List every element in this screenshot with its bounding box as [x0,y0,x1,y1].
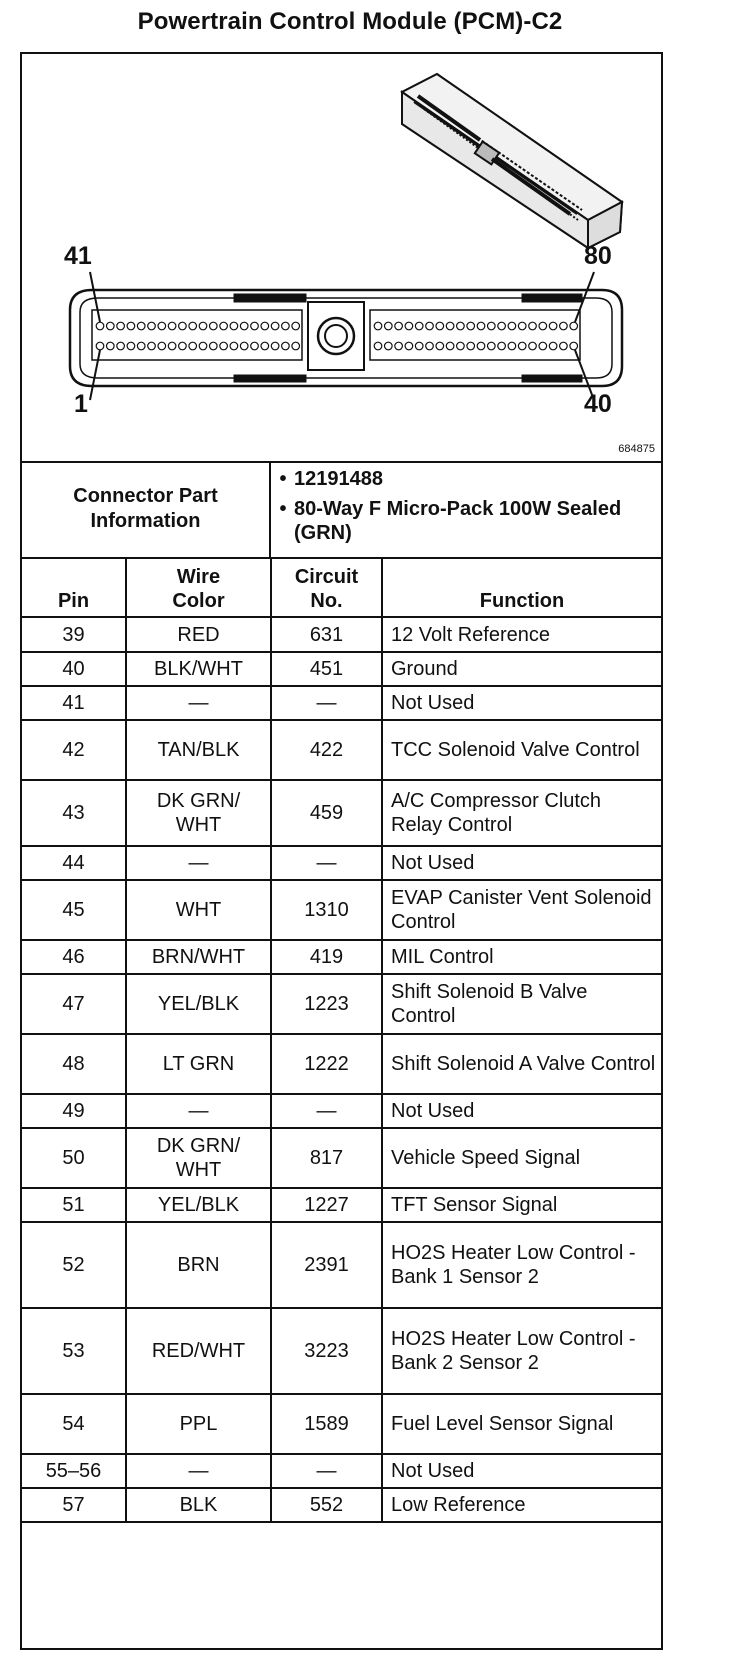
pin-hole-icon [127,342,135,350]
connector-info-details [272,467,657,551]
table-row [22,617,661,652]
function-cell: A/C Compressor Clutch Relay Control [382,780,661,846]
pin-table [22,557,661,1523]
wire-color-cell: BLK/WHT [126,652,271,686]
wire-color-cell: PPL [126,1394,271,1454]
pin-hole-icon [282,342,290,350]
pin-cell: 48 [22,1034,126,1094]
connector-illustration [22,54,661,461]
pin-hole-icon [251,342,259,350]
pin-hole-icon [498,342,506,350]
table-header-row [22,558,661,617]
pin-hole-icon [570,322,578,330]
pin-hole-icon [457,342,465,350]
table-row [22,720,661,780]
header-wire-color-text: Wire Color [172,566,225,612]
pin-label-40: 40 [584,390,612,418]
pin-hole-icon [168,342,176,350]
wire-color-cell: BLK [126,1488,271,1522]
table-row [22,1308,661,1394]
pin-hole-icon [137,342,145,350]
function-cell: Not Used [382,1454,661,1488]
pin-hole-icon [271,322,279,330]
wire-color-cell: YEL/BLK [126,1188,271,1222]
pin-hole-icon [395,342,403,350]
table-row [22,1188,661,1222]
function-cell: Ground [382,652,661,686]
pin-hole-icon [179,342,187,350]
pin-hole-icon [529,322,537,330]
function-cell: Fuel Level Sensor Signal [382,1394,661,1454]
connector-description: 80-Way F Micro-Pack 100W Sealed (GRN) [294,498,622,544]
circuit-cell: 1227 [271,1188,382,1222]
connector-info-label-text: Connector Part Information [73,485,218,532]
function-cell: TFT Sensor Signal [382,1188,661,1222]
pin-label-1: 1 [74,390,88,418]
pin-hole-icon [457,322,465,330]
table-row [22,1094,661,1128]
pin-hole-icon [518,322,526,330]
pin-cell: 45 [22,880,126,940]
pin-hole-icon [148,342,156,350]
wire-color-cell: TAN/BLK [126,720,271,780]
function-cell: Shift Solenoid B Valve Control [382,974,661,1034]
table-row [22,1394,661,1454]
pin-hole-icon [436,322,444,330]
table-row [22,780,661,846]
function-cell: 12 Volt Reference [382,617,661,652]
table-row [22,940,661,974]
pin-hole-icon [518,342,526,350]
wire-color-cell: RED/WHT [126,1308,271,1394]
wire-color-cell: BRN/WHT [126,940,271,974]
pin-hole-icon [374,342,382,350]
function-cell: Not Used [382,686,661,720]
function-cell: Vehicle Speed Signal [382,1128,661,1188]
pin-cell: 42 [22,720,126,780]
circuit-cell: — [271,1094,382,1128]
table-row [22,880,661,940]
pin-hole-icon [560,342,568,350]
pin-hole-icon [426,322,434,330]
pin-hole-icon [107,342,115,350]
pin-hole-icon [282,322,290,330]
table-row [22,652,661,686]
pin-cell: 54 [22,1394,126,1454]
wire-color-cell: — [126,1454,271,1488]
pin-hole-icon [230,342,238,350]
pin-hole-icon [230,322,238,330]
pin-hole-icon [210,342,218,350]
wire-color-cell: LT GRN [126,1034,271,1094]
function-cell: TCC Solenoid Valve Control [382,720,661,780]
pin-hole-icon [96,342,104,350]
pin-hole-icon [199,342,207,350]
connector-frame [20,52,663,1650]
pin-hole-icon [189,322,197,330]
pin-hole-icon [508,322,516,330]
pin-label-41: 41 [64,242,92,270]
pin-hole-icon [549,322,557,330]
pin-cell: 53 [22,1308,126,1394]
pin-hole-icon [415,322,423,330]
pin-hole-icon [137,322,145,330]
pin-label-80: 80 [584,242,612,270]
wire-color-cell: BRN [126,1222,271,1308]
pin-hole-icon [117,322,125,330]
pin-hole-icon [415,342,423,350]
pin-hole-icon [560,322,568,330]
table-row [22,686,661,720]
circuit-cell: 552 [271,1488,382,1522]
pin-cell: 47 [22,974,126,1034]
pin-hole-icon [374,322,382,330]
connector-diagram [22,54,661,463]
wire-color-cell: — [126,686,271,720]
pin-hole-icon [148,322,156,330]
pin-cell: 49 [22,1094,126,1128]
pin-hole-icon [261,342,269,350]
bullet-icon: • [279,498,287,520]
pin-hole-icon [488,342,496,350]
function-cell: EVAP Canister Vent Solenoid Control [382,880,661,940]
wire-color-cell: RED [126,617,271,652]
pin-cell: 52 [22,1222,126,1308]
circuit-cell: 3223 [271,1308,382,1394]
function-cell: MIL Control [382,940,661,974]
circuit-cell: 1222 [271,1034,382,1094]
pin-cell: 57 [22,1488,126,1522]
circuit-cell: 1589 [271,1394,382,1454]
connector-part-info [22,461,661,559]
page-title: Powertrain Control Module (PCM)-C2 [137,8,563,35]
pin-hole-icon [271,342,279,350]
pin-cell: 51 [22,1188,126,1222]
table-row [22,1034,661,1094]
wire-color-cell: — [126,1094,271,1128]
circuit-cell: — [271,686,382,720]
pin-hole-icon [189,342,197,350]
function-cell: HO2S Heater Low Control - Bank 1 Sensor 2 [382,1222,661,1308]
circuit-cell: 1223 [271,974,382,1034]
pin-cell: 41 [22,686,126,720]
pin-hole-icon [426,342,434,350]
pin-hole-icon [498,322,506,330]
connector-part-number: 12191488 [294,468,383,490]
pin-hole-icon [199,322,207,330]
pin-hole-icon [405,342,413,350]
circuit-cell: 631 [271,617,382,652]
pin-hole-icon [395,322,403,330]
pin-hole-icon [158,322,166,330]
pin-hole-icon [127,322,135,330]
pin-hole-icon [292,322,300,330]
pin-cell: 55–56 [22,1454,126,1488]
pin-hole-icon [477,342,485,350]
connector-face-icon [70,290,622,386]
circuit-cell: 2391 [271,1222,382,1308]
connector-detail [272,497,657,545]
table-row [22,1222,661,1308]
pin-hole-icon [539,342,547,350]
connector-detail [272,467,657,491]
connector-3d-icon [402,74,622,248]
pin-cell: 46 [22,940,126,974]
pin-hole-icon [446,322,454,330]
figure-id: 684875 [618,443,655,455]
wire-color-cell: DK GRN/ WHT [126,1128,271,1188]
pin-hole-icon [292,342,300,350]
pin-hole-icon [549,342,557,350]
pin-hole-icon [220,322,228,330]
function-cell: Not Used [382,1094,661,1128]
circuit-cell: 422 [271,720,382,780]
table-row [22,1128,661,1188]
connector-info-label [22,461,271,557]
circuit-cell: 817 [271,1128,382,1188]
pin-cell: 43 [22,780,126,846]
circuit-cell: 459 [271,780,382,846]
pin-hole-icon [385,342,393,350]
pin-cell: 40 [22,652,126,686]
pin-hole-icon [220,342,228,350]
header-pin: Pin [22,558,126,617]
header-wire-color [126,558,271,617]
pin-hole-icon [117,342,125,350]
pin-hole-icon [107,322,115,330]
pin-hole-icon [385,322,393,330]
pin-hole-icon [240,342,248,350]
pin-cell: 39 [22,617,126,652]
pin-hole-icon [477,322,485,330]
wire-color-cell: DK GRN/ WHT [126,780,271,846]
table-row [22,974,661,1034]
wire-color-cell: WHT [126,880,271,940]
function-cell: Not Used [382,846,661,880]
pin-hole-icon [240,322,248,330]
pin-hole-icon [210,322,218,330]
table-row [22,1488,661,1522]
pin-hole-icon [96,322,104,330]
pin-hole-icon [261,322,269,330]
circuit-cell: 451 [271,652,382,686]
wire-color-cell: YEL/BLK [126,974,271,1034]
pin-hole-icon [467,322,475,330]
bullet-icon: • [279,468,287,490]
pin-hole-icon [467,342,475,350]
header-circuit [271,558,382,617]
pin-hole-icon [570,342,578,350]
pin-hole-icon [179,322,187,330]
pin-hole-icon [446,342,454,350]
pin-hole-icon [488,322,496,330]
pin-cell: 44 [22,846,126,880]
circuit-cell: — [271,846,382,880]
circuit-cell: 419 [271,940,382,974]
function-cell: Low Reference [382,1488,661,1522]
pin-hole-icon [436,342,444,350]
table-row [22,846,661,880]
pin-hole-icon [158,342,166,350]
header-circuit-text: Circuit No. [294,566,359,612]
pin-hole-icon [251,322,259,330]
circuit-cell: — [271,1454,382,1488]
pin-hole-icon [508,342,516,350]
pin-hole-icon [529,342,537,350]
pin-hole-icon [539,322,547,330]
pin-cell: 50 [22,1128,126,1188]
wire-color-cell: — [126,846,271,880]
pin-hole-icon [168,322,176,330]
function-cell: HO2S Heater Low Control - Bank 2 Sensor 2 [382,1308,661,1394]
pin-hole-icon [405,322,413,330]
table-row [22,1454,661,1488]
circuit-cell: 1310 [271,880,382,940]
header-function: Function [382,558,661,617]
function-cell: Shift Solenoid A Valve Control [382,1034,661,1094]
